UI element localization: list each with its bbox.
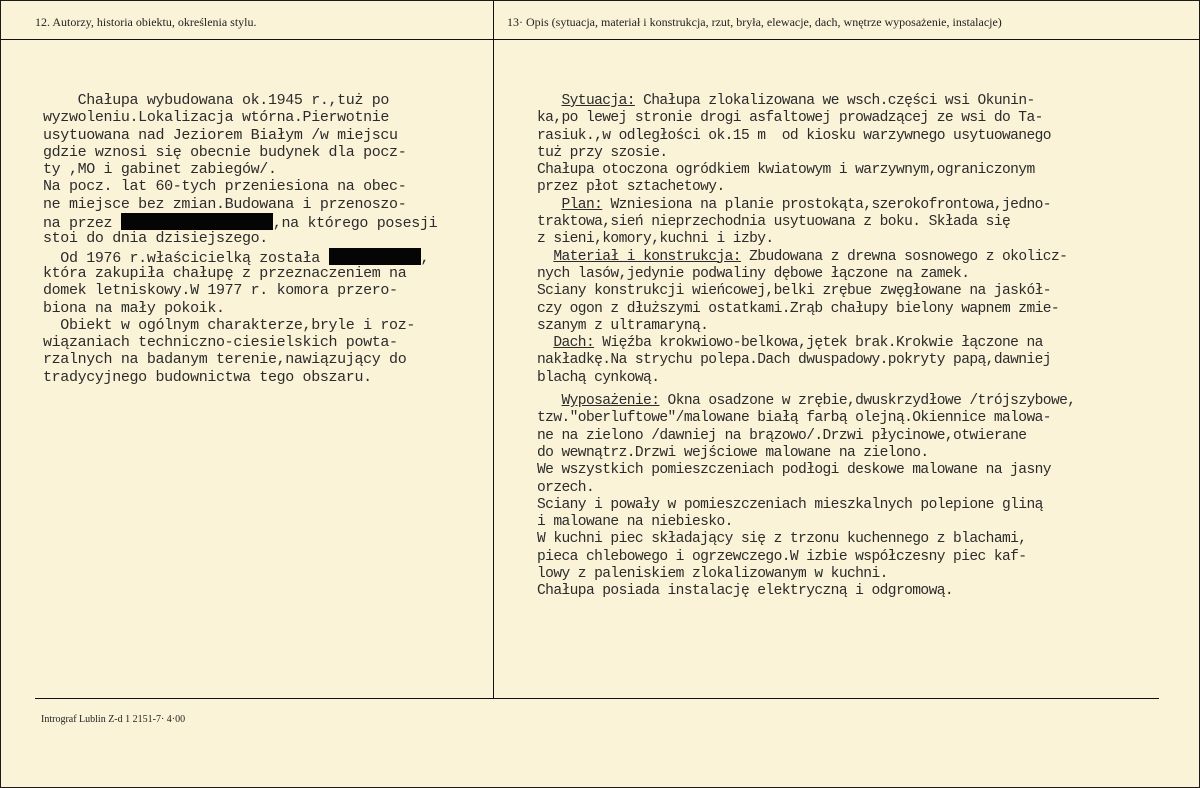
text-line: tradycyjnego budownictwa tego obszaru. <box>43 368 372 386</box>
printer-imprint: Intrograf Lublin Z-d 1 2151-7· 4·00 <box>41 714 186 725</box>
text-line: ka,po lewej stronie drogi asfaltowej prowadzącej ze wsi do Ta- <box>537 110 1043 127</box>
text-line <box>43 248 489 265</box>
text-line: usytuowana nad Jeziorem Białym /w miejscu <box>43 126 398 144</box>
text-line: gdzie wznosi się obecnie budynek dla pocz- <box>43 143 407 161</box>
text-line: z sieni,komory,kuchni i izby. <box>537 231 774 248</box>
text-line: która zakupiła chałupę z przeznaczeniem na <box>43 264 407 282</box>
text-fragment <box>537 249 553 265</box>
text-line: ne miejsce bez zmian.Budowana i przenoszo- <box>43 195 407 213</box>
header-rule <box>1 39 1199 40</box>
subheading-plan: Plan: <box>561 196 603 213</box>
subheading-roof: Dach: <box>553 335 595 352</box>
text-fragment: ,na którego posesji <box>272 215 438 233</box>
text-line: tuż przy szosie. <box>537 144 668 161</box>
text-line: Chałupa otoczona ogródkiem kwiatowym i warzywnym,ograniczonym <box>537 162 1035 179</box>
text-line: lowy z paleniskiem zlokalizowanym w kuchni. <box>537 566 888 583</box>
text-line <box>537 335 1197 352</box>
text-fragment <box>537 197 561 213</box>
text-line: rasiuk.,w odległości ok.15 m od kiosku warzywnego usytuowanego <box>537 127 1051 144</box>
text-line: Obiekt w ogólnym charakterze,bryle i roz- <box>43 316 416 334</box>
text-line: szanym z ultramaryną. <box>537 317 709 334</box>
history-text-block <box>43 92 489 386</box>
redaction-bar <box>121 213 273 230</box>
text-line: nych lasów,jedynie podwaliny dębowe łączone na zamek. <box>537 265 970 282</box>
text-line: Na pocz. lat 60-tych przeniesiona na obec- <box>43 178 407 196</box>
text-fragment: Więźba krokwiowo-belkowa,jętek brak.Krokwie łączone na <box>594 335 1043 352</box>
subheading-material: Materiał i konstrukcja: <box>553 248 741 265</box>
text-line: do wewnątrz.Drzwi wejściowe malowane na zielono. <box>537 444 929 461</box>
text-line: czy ogon z dłuższymi ostatkami.Zrąb chałupy bielony wapnem zmie- <box>537 300 1060 317</box>
text-line: ne na zielono /dawniej na brązowo/.Drzwi płycinowe,otwierane <box>537 427 1027 444</box>
text-line: przez płot sztachetowy. <box>537 179 725 196</box>
column-divider <box>493 1 494 699</box>
text-line: domek letniskowy.W 1977 r. komora przero- <box>43 282 398 300</box>
text-line: stoi do dnia dzisiejszego. <box>43 230 268 248</box>
text-line: We wszystkich pomieszczeniach podłogi deskowe malowane na jasny <box>537 462 1051 479</box>
text-line <box>43 213 489 233</box>
section-12-heading: 12. Autorzy, historia obiektu, określenia stylu. <box>35 15 257 29</box>
text-line: W kuchni piec składający się z trzonu kuchennego z blachami, <box>537 531 1027 548</box>
text-line <box>537 249 1197 266</box>
text-fragment <box>537 93 561 109</box>
text-line: ty ,MO i gabinet zabiegów/. <box>43 161 277 179</box>
text-line: orzech. <box>537 479 595 496</box>
text-fragment <box>537 393 561 409</box>
description-text-block <box>537 93 1197 601</box>
text-line: Chałupa wybudowana ok.1945 r.,tuż po <box>43 92 390 109</box>
text-line: Sciany konstrukcji wieńcowej,belki zrębue zwęgłowane na jaskół- <box>537 283 1051 300</box>
text-line <box>537 197 1197 214</box>
text-line: blachą cynkową. <box>537 369 660 386</box>
text-fragment: Od 1976 r.właścicielką została <box>43 249 329 267</box>
text-line: i malowane na niebiesko. <box>537 514 733 531</box>
text-line: tzw."oberluftowe"/malowane białą farbą olejną.Okiennice malowa- <box>537 410 1051 427</box>
text-line: traktowa,sień nieprzechodnia usytuowana z boku. Składa się <box>537 214 1011 231</box>
text-line <box>537 393 1197 410</box>
footer-rule <box>35 698 1159 699</box>
text-fragment: Zbudowana z drewna sosnowego z okolicz- <box>740 248 1068 265</box>
text-line <box>537 93 1197 110</box>
text-line: nakładkę.Na strychu polepa.Dach dwuspadowy.pokryty papą,dawniej <box>537 352 1051 369</box>
text-line: biona na mały pokoik. <box>43 299 225 317</box>
text-line: Chałupa posiada instalację elektryczną i odgromową. <box>537 583 954 600</box>
text-line: pieca chlebowego i ogrzewczego.W izbie współczesny piec kaf- <box>537 548 1027 565</box>
text-fragment: Wzniesiona na planie prostokąta,szerokofrontowa,jedno- <box>602 196 1051 213</box>
text-line: wyzwoleniu.Lokalizacja wtórna.Pierwotnie <box>43 109 390 127</box>
text-fragment: na przez <box>43 215 121 233</box>
text-line: rzalnych na badanym terenie,nawiązujący do <box>43 351 407 369</box>
text-fragment: Chałupa zlokalizowana we wsch.części wsi Okunin- <box>634 93 1035 109</box>
redaction-bar <box>329 248 421 265</box>
text-fragment <box>537 335 553 351</box>
section-13-heading: 13· Opis (sytuacja, materiał i konstrukcja, rzut, bryła, elewacje, dach, wnętrze wyposażenie, instalacje) <box>507 15 1002 29</box>
text-fragment: Okna osadzone w zrębie,dwuskrzydłowe /trójszybowe, <box>659 393 1076 410</box>
text-line: wiązaniach techniczno-ciesielskich powta- <box>43 334 398 352</box>
subheading-furnishing: Wyposażenie: <box>561 393 660 410</box>
text-fragment: , <box>420 249 430 267</box>
subheading-situation: Sytuacja: <box>561 93 635 109</box>
text-line: Sciany i powały w pomieszczeniach mieszkalnych polepione gliną <box>537 496 1043 513</box>
